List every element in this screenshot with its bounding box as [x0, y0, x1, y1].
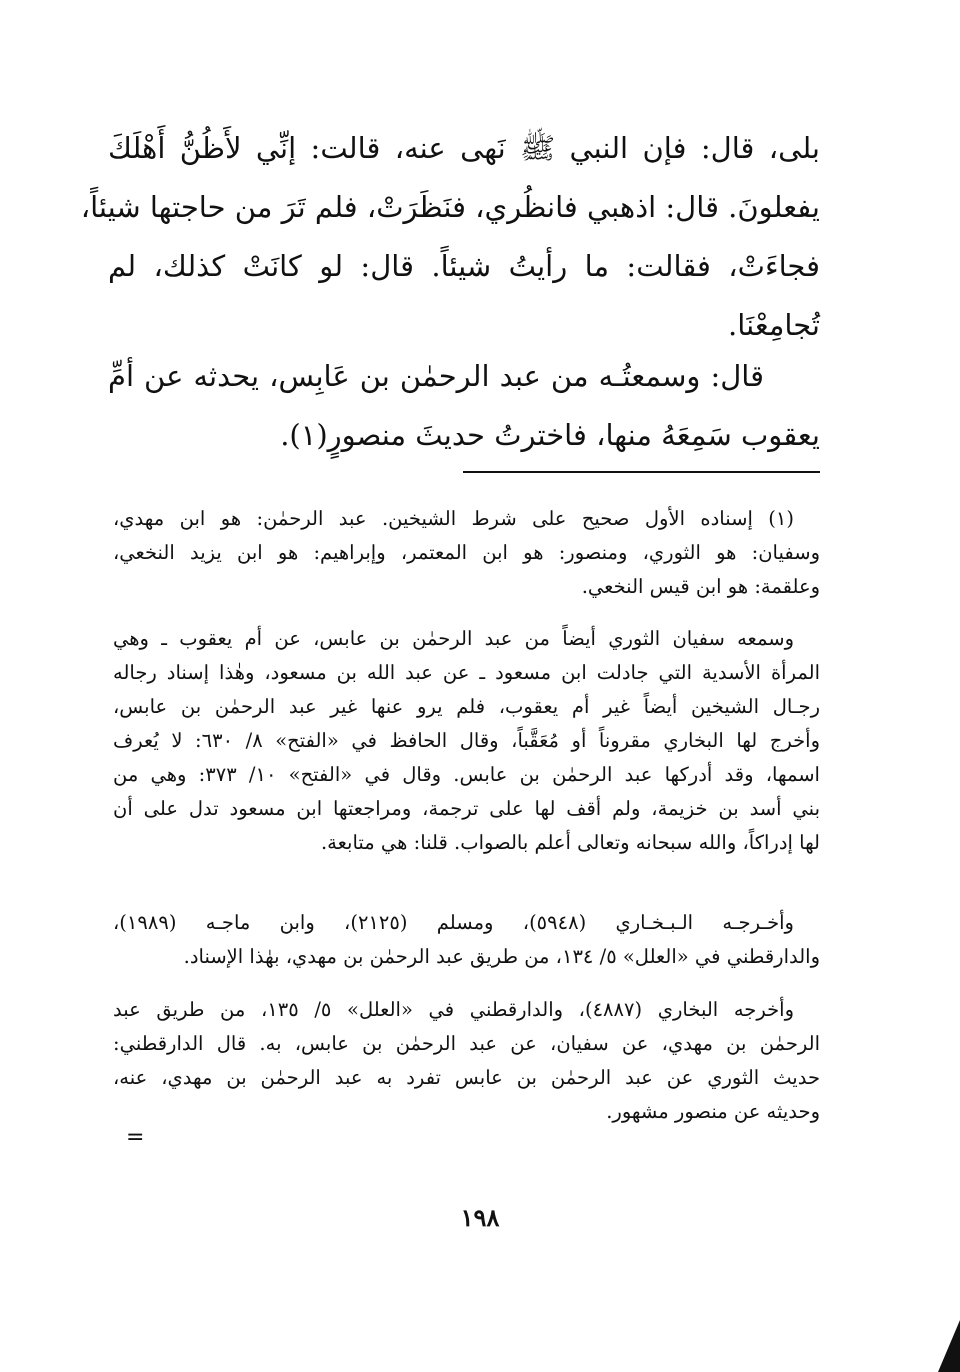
footnote-line: وسمعه سفيان الثوري أيضاً من عبد الرحمٰن بن عابس، عن أم يعقوب ـ وهي — [113, 627, 794, 650]
footnote-1 — [113, 502, 820, 604]
text-line: قال: وسمعتُـه من عبد الرحمٰن بن عَابِس، يحدثه عن أمِّ — [108, 359, 764, 393]
text-line: تُجامِعْنَا. — [728, 308, 820, 342]
footnote-line: وأخرجه البخاري (٤٨٨٧)، والدارقطني في «العلل» ٥/ ١٣٥، من طريق عبد — [113, 998, 794, 1021]
footnote-line: وأخـرجـه الـبـخـاري (٥٩٤٨)، ومسلم (٢١٢٥)، وابن ماجـه (١٩٨٩)، — [113, 911, 794, 934]
continuation-mark: = — [126, 1125, 145, 1150]
footnote-separator — [463, 471, 820, 473]
main-text-paragraph-2 — [108, 347, 820, 465]
footnote-line: والدارقطني في «العلل» ٥/ ١٣٤، من طريق عبد الرحمٰن بن مهدي، بهٰذا الإسناد. — [183, 945, 820, 968]
footnote-line: بني أسد بن خزيمة، ولم أقف لها على ترجمة، ومراجعتها ابن مسعود تدل على أن — [113, 797, 820, 820]
text-line: يعقوب سَمِعَهُ منها، فاخترتُ حديثَ منصورٍ(١). — [280, 418, 820, 452]
footnote-line: رجـال الشيخين أيضاً غير أم يعقوب، فلم يرو عنها غير عبد الرحمٰن بن عابس، — [113, 695, 820, 718]
scan-corner-mark — [920, 1312, 960, 1372]
footnote-line: وسفيان: هو الثوري، ومنصور: هو ابن المعتمر، وإبراهيم: هو ابن يزيد النخعي، — [113, 541, 820, 564]
text-line: فجاءَتْ، فقالت: ما رأيتُ شيئاً. قال: لو كانَتْ كذلك، لم — [108, 249, 820, 283]
footnote-line: اسمها، وقد أدركها عبد الرحمٰن بن عابس. وقال في «الفتح» ١٠/ ٣٧٣: وهي من — [113, 763, 820, 786]
footnote-line: المرأة الأسدية التي جادلت ابن مسعود ـ عن عبد الله بن مسعود، وهٰذا إسناد رجاله — [113, 661, 820, 684]
footnote-line: وحديثه عن منصور مشهور. — [606, 1100, 820, 1123]
footnote-line: (١) إسناده الأول صحيح على شرط الشيخين. عبد الرحمٰن: هو ابن مهدي، — [113, 507, 794, 530]
page-number: ١٩٨ — [460, 1203, 500, 1232]
footnote-line: وأخرج لها البخاري مقروناً أو مُعَقَّباً، وقال الحافظ في «الفتح» ٨/ ٦٣٠: لا يُعرف — [113, 729, 821, 752]
footnote-line: الرحمٰن بن مهدي، عن سفيان، عن عبد الرحمٰن بن عابس، به. قال الدارقطني: — [113, 1032, 820, 1055]
footnote-3 — [113, 906, 820, 974]
footnote-4 — [113, 993, 820, 1129]
main-text-paragraph-1 — [80, 119, 820, 355]
footnote-2 — [113, 622, 820, 860]
text-line: يفعلونَ. قال: اذهبي فانظُري، فنَظَرَتْ، فلم تَرَ من حاجتها شيئاً، — [80, 190, 820, 224]
text-line: بلى، قال: فإن النبي ﷺ نَهى عنه، قالت: إنِّي لأَظُنُّ أَهْلَكَ — [108, 131, 820, 165]
footnote-line: حديث الثوري عن عبد الرحمٰن بن عابس تفرد به عبد الرحمٰن بن مهدي، عنه، — [113, 1066, 820, 1089]
footnote-line: لها إدراكاً، والله سبحانه وتعالى أعلم بالصواب. قلنا: هي متابعة. — [320, 831, 820, 854]
footnote-line: وعلقمة: هو ابن قيس النخعي. — [581, 575, 820, 598]
